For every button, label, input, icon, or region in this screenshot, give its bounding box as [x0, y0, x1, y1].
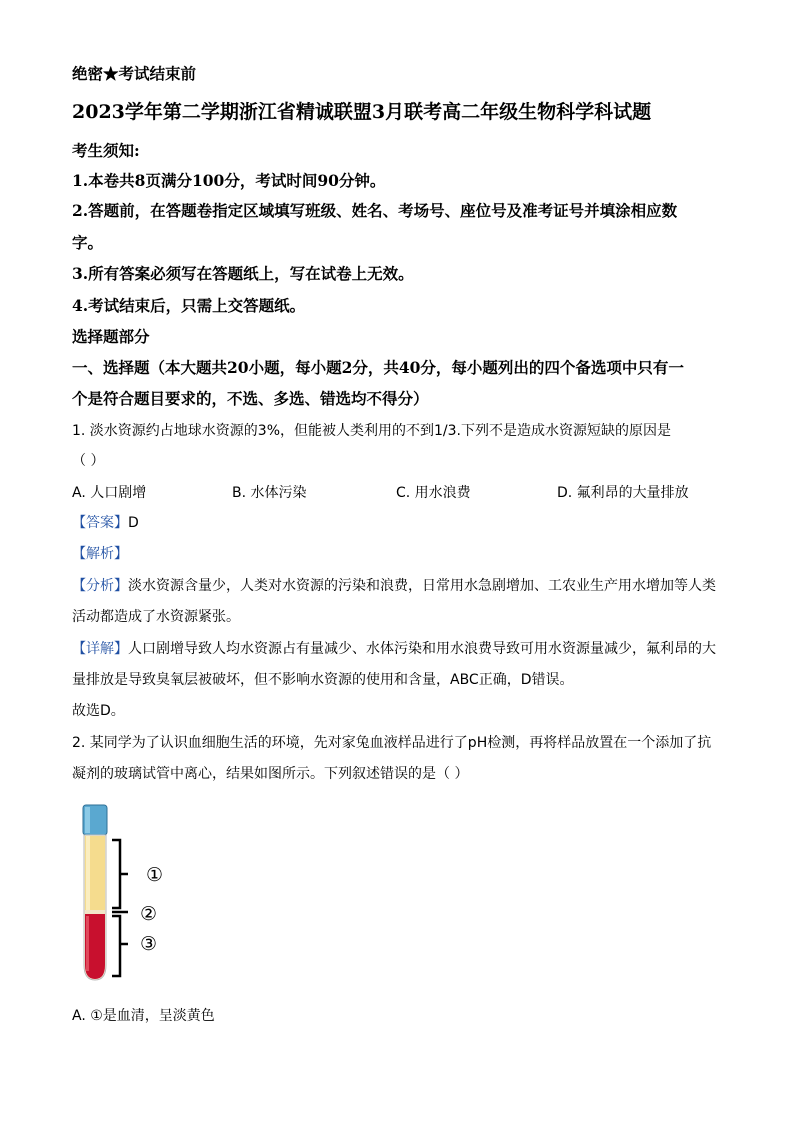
fenxi-text-1: 淡水资源含量少，人类对水资源的污染和浪费，日常用水急剧增加、工农业生产用水增加等人类 — [128, 578, 716, 594]
answer-value: D — [128, 515, 139, 531]
analysis-line — [72, 547, 128, 561]
fenxi-tag: 【分析】 — [72, 578, 128, 594]
tube-cap-highlight — [85, 807, 90, 833]
notice-item: 字。 — [72, 233, 104, 252]
xiangjie-line-1 — [72, 642, 716, 656]
section-part: 选择题部分 — [72, 327, 150, 346]
answer-tag: 【答案】 — [72, 515, 128, 531]
notice-item: 2.答题前，在答题卷指定区域填写班级、姓名、考场号、座位号及准考证号并填涂相应数 — [72, 201, 678, 220]
notice-item: 3.所有答案必须写在答题纸上，写在试卷上无效。 — [72, 264, 414, 283]
q1-option-d: D. 氟利昂的大量排放 — [557, 485, 689, 501]
q1-option-c: C. 用水浪费 — [396, 485, 471, 501]
figure-label-3: ③ — [140, 933, 158, 955]
bracket-layer-3 — [112, 916, 120, 976]
q1-stem: 1. 淡水资源约占地球水资源的3%，但能被人类利用的不到1/3.下列不是造成水资源短缺的原因是 — [72, 423, 671, 439]
notice-heading: 考生须知: — [72, 141, 140, 160]
secret-label: 绝密★考试结束前 — [72, 64, 197, 83]
q1-answer-line — [72, 516, 139, 530]
bracket-layer-1 — [112, 840, 120, 908]
q1-option-b: B. 水体污染 — [232, 485, 307, 501]
section-instructions-1: 一、选择题（本大题共20小题，每小题2分，共40分，每小题列出的四个备选项中只有一 — [72, 358, 684, 377]
red-cell-highlight — [86, 916, 89, 971]
fenxi-line-1 — [72, 579, 716, 593]
q2-option-a: A. ①是血清，呈淡黄色 — [72, 1008, 215, 1024]
fenxi-text-2: 活动都造成了水资源紧张。 — [72, 609, 240, 625]
xiangjie-text-1: 人口剧增导致人均水资源占有量减少、水体污染和用水浪费导致可用水资源量减少，氟利昂的大 — [128, 641, 716, 657]
q1-conclusion: 故选D。 — [72, 703, 125, 719]
q2-stem-2: 凝剂的玻璃试管中离心，结果如图所示。下列叙述错误的是（ ） — [72, 766, 469, 782]
notice-item: 1.本卷共8页满分100分，考试时间90分钟。 — [72, 171, 386, 190]
figure-label-2: ② — [140, 903, 158, 925]
q1-option-a: A. 人口剧增 — [72, 485, 147, 501]
plasma-highlight — [86, 836, 90, 910]
analysis-tag: 【解析】 — [72, 546, 128, 562]
xiangjie-tag: 【详解】 — [72, 641, 128, 657]
exam-title: 2023学年第二学期浙江省精诚联盟3月联考高二年级生物科学科试题 — [72, 101, 652, 123]
xiangjie-text-2: 量排放是导致臭氧层被破坏，但不影响水资源的使用和含量，ABC正确，D错误。 — [72, 672, 574, 688]
notice-item: 4.考试结束后，只需上交答题纸。 — [72, 296, 306, 315]
q1-blank: （ ） — [72, 453, 105, 469]
figure-label-1: ① — [146, 864, 164, 886]
buffy-coat-layer — [85, 910, 105, 914]
q2-stem-1: 2. 某同学为了认识血细胞生活的环境，先对家兔血液样品进行了pH检测，再将样品放置在一个添加了抗 — [72, 735, 712, 751]
centrifuge-tube-figure — [72, 800, 202, 990]
section-instructions-2: 个是符合题目要求的，不选、多选、错选均不得分） — [72, 389, 429, 408]
